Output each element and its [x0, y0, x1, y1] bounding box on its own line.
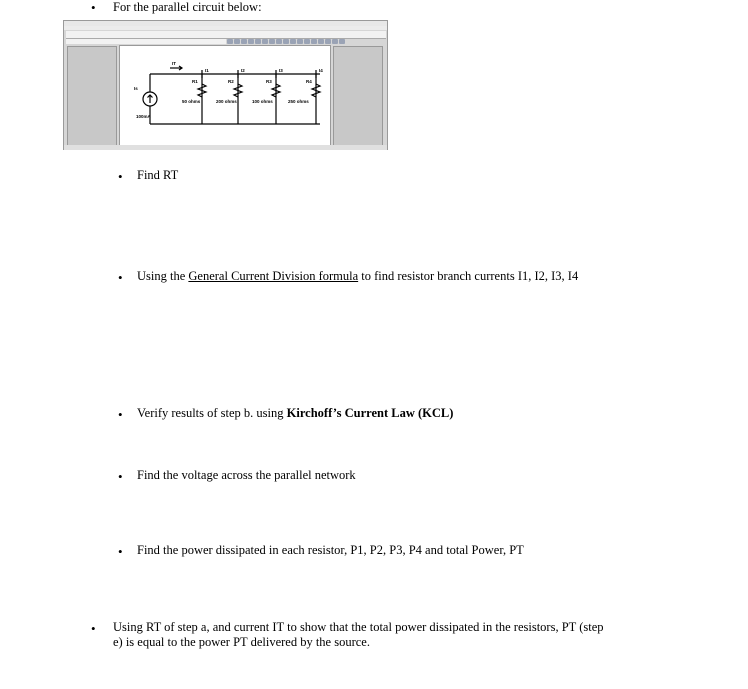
simulator-statusbar: [64, 145, 387, 150]
branch-current-label: I4: [319, 68, 323, 73]
source-value: 100mA: [136, 114, 151, 119]
intro-text: For the parallel circuit below:: [113, 0, 262, 14]
bullet: •: [118, 544, 123, 559]
bullet: •: [118, 169, 123, 184]
current-division-link: General Current Division formula: [188, 269, 359, 283]
resistor-value: 100 ohms: [252, 99, 273, 104]
question-f-line2: e) is equal to the power PT delivered by the source.: [113, 635, 370, 649]
circuit-simulator-screenshot: [63, 20, 388, 150]
simulator-toolbar-secondary: [66, 39, 226, 44]
simulator-toolbar: [66, 31, 386, 39]
bullet: •: [118, 270, 123, 285]
resistor-label: R3: [266, 79, 272, 84]
bullet: •: [91, 0, 96, 15]
source-label: Is: [134, 86, 138, 91]
resistor-value: 50 ohms: [182, 99, 201, 104]
resistor-value: 200 ohms: [216, 99, 237, 104]
branch-current-label: I2: [241, 68, 245, 73]
kcl-bold: Kirchoff’s Current Law (KCL): [286, 406, 454, 420]
resistor-label: R1: [192, 79, 198, 84]
simulator-left-panel: [67, 46, 117, 146]
total-current-label: IT: [172, 61, 176, 66]
question-a: Find RT: [137, 168, 179, 182]
circuit-diagram: [120, 46, 330, 146]
resistor-value: 250 ohms: [288, 99, 309, 104]
resistor-label: R2: [228, 79, 234, 84]
bullet: •: [118, 407, 123, 422]
question-f-line1: Using RT of step a, and current IT to show that the total power dissipated in the resistors, PT (step: [113, 620, 604, 634]
question-d: Find the voltage across the parallel network: [137, 468, 356, 482]
question-c: Verify results of step b. using Kirchoff’s Current Law (KCL): [137, 406, 454, 420]
bullet: •: [118, 469, 123, 484]
simulator-menubar: [64, 26, 387, 30]
simulator-right-panel: [333, 46, 383, 146]
bullet: •: [91, 621, 96, 636]
branch-current-label: I1: [205, 68, 209, 73]
resistor-label: R4: [306, 79, 312, 84]
branch-current-label: I3: [279, 68, 283, 73]
question-e: Find the power dissipated in each resistor, P1, P2, P3, P4 and total Power, PT: [137, 543, 524, 557]
circuit-canvas: [119, 45, 331, 147]
question-b: Using the General Current Division formula to find resistor branch currents I1, I2, I3, I4: [137, 269, 579, 283]
